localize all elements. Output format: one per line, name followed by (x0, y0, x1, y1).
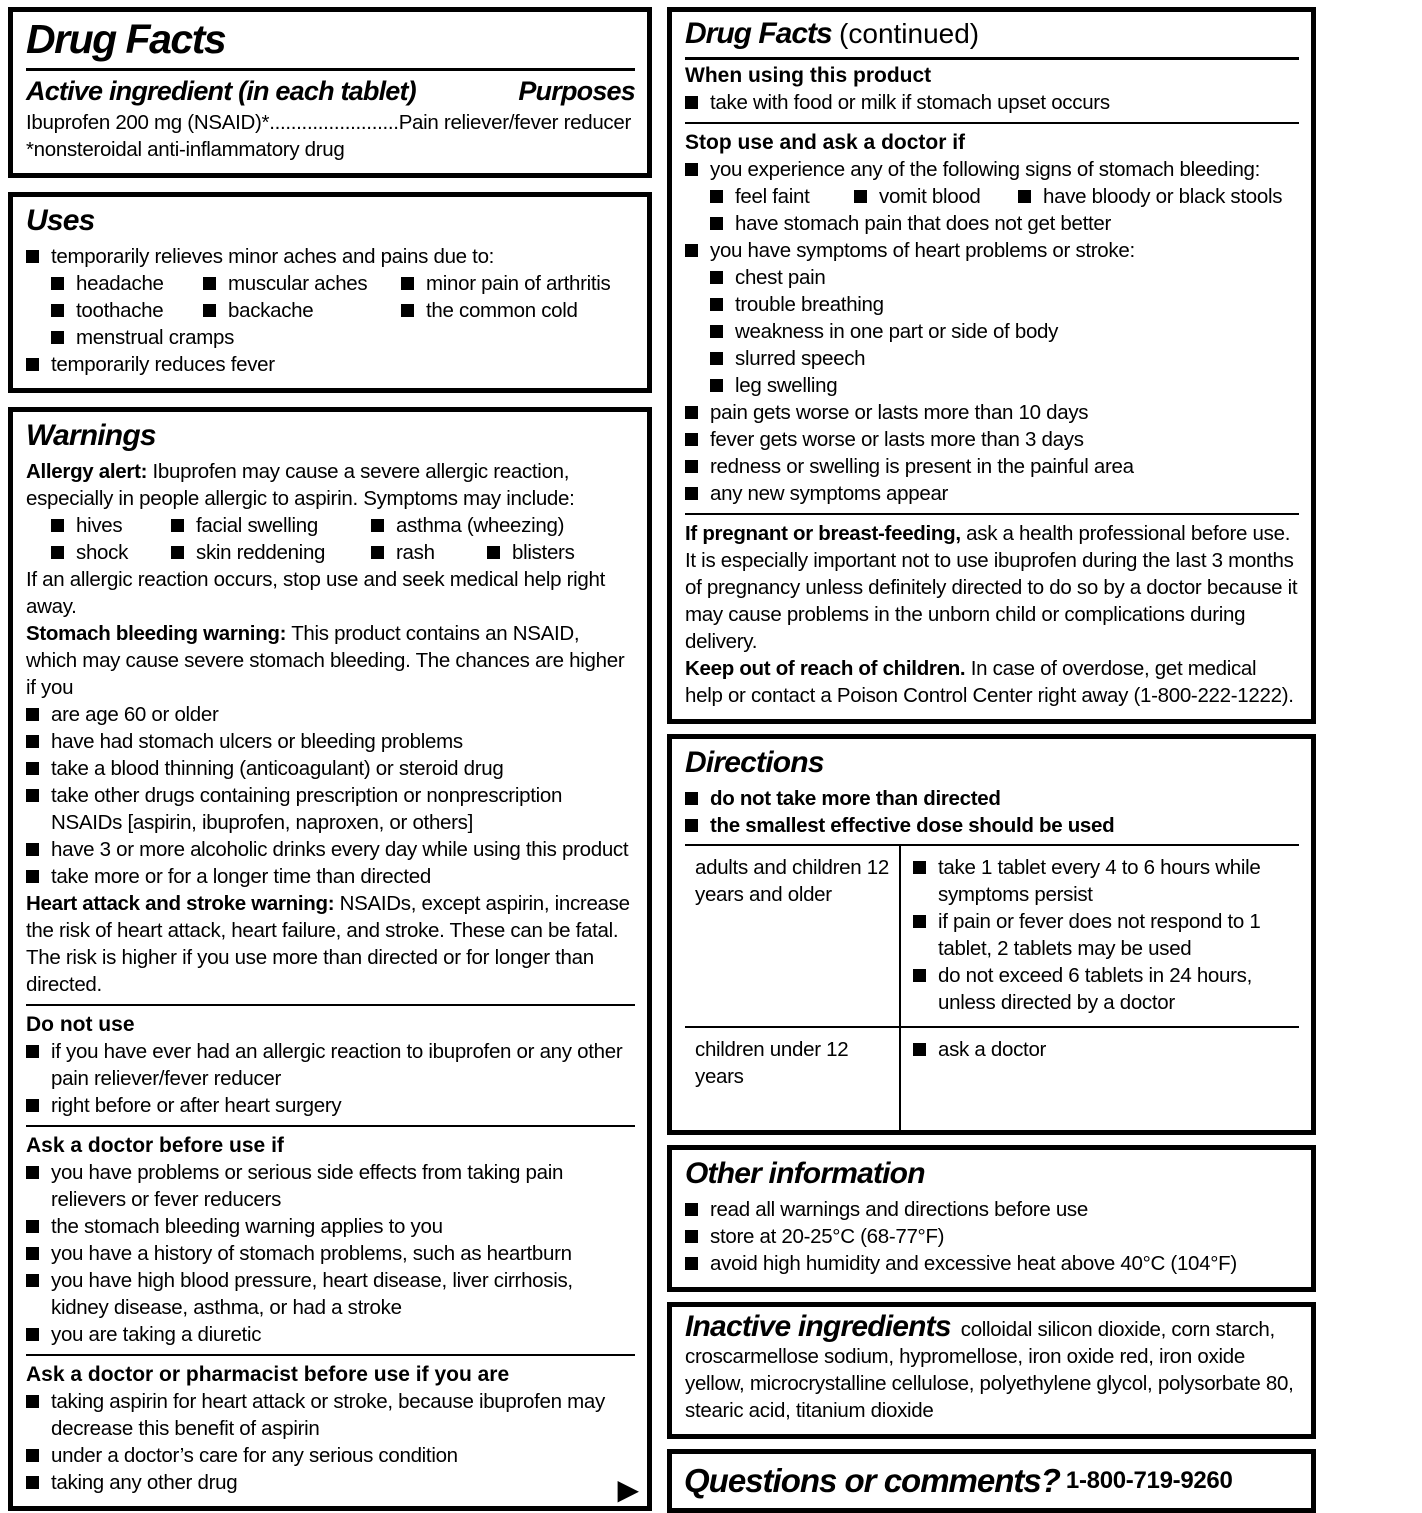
bullet-square-icon (171, 519, 184, 532)
dosage-row-children (685, 1026, 1299, 1130)
heart-sign: weakness in one part or side of body (710, 318, 1299, 345)
bullet-square-icon (685, 487, 698, 500)
directions-box (667, 734, 1316, 1135)
inactive-ingredients-heading: Inactive ingredients (685, 1309, 951, 1343)
bullet-square-icon (26, 789, 39, 802)
bullet-square-icon (487, 546, 500, 559)
bullet-square-icon (203, 277, 216, 290)
stomach-bullet: are age 60 or older (26, 701, 635, 728)
bullet-square-icon (26, 762, 39, 775)
ask-doctor-bullet: you have high blood pressure, heart disease, liver cirrhosis, kidney disease, asthma, or had a stroke (26, 1267, 635, 1321)
bullet-square-icon (685, 433, 698, 446)
stop-use-bullet-1: you experience any of the following signs of stomach bleeding: (685, 156, 1299, 183)
ask-doctor-bullet: you are taking a diuretic (26, 1321, 635, 1348)
other-information-box (667, 1145, 1316, 1292)
bullet-square-icon (26, 843, 39, 856)
uses-grid-row-1: headache muscular aches minor pain of arthritis (51, 270, 635, 297)
bullet-square-icon (685, 819, 698, 832)
bullet-square-icon (371, 546, 384, 559)
uses-bullet-2: temporarily reduces fever (26, 351, 635, 378)
bullet-square-icon (710, 379, 723, 392)
bullet-square-icon (26, 735, 39, 748)
other-information-heading: Other information (685, 1156, 925, 1190)
warnings-heading: Warnings (26, 418, 156, 452)
ask-doctor-bullet: the stomach bleeding warning applies to you (26, 1213, 635, 1240)
questions-heading: Questions or comments? (684, 1461, 1060, 1499)
stop-use-heading: Stop use and ask a doctor if (685, 130, 966, 154)
dosage-who: adults and children 12 years and older (685, 846, 901, 1026)
continuation-arrow-icon: ▶ (617, 1473, 639, 1505)
right-column (667, 7, 1316, 1499)
bullet-square-icon (710, 271, 723, 284)
bullet-square-icon (26, 358, 39, 371)
ask-pharmacist-bullet: taking any other drug (26, 1469, 635, 1496)
stomach-bullet: have 3 or more alcoholic drinks every day while using this product (26, 836, 635, 863)
bullet-square-icon (26, 1449, 39, 1462)
stop-use-tail-bullet: fever gets worse or lasts more than 3 days (685, 426, 1299, 453)
heart-attack-lead: Heart attack and stroke warning: (26, 891, 335, 915)
allergy-symptoms-row-1: hives facial swelling asthma (wheezing) (51, 512, 635, 539)
bullet-square-icon (26, 1476, 39, 1489)
section-rule (685, 513, 1299, 515)
stomach-bullet: take more or for a longer time than directed (26, 863, 635, 890)
title-active-ingredient-box (8, 7, 652, 178)
do-not-use-bullet: if you have ever had an allergic reaction to ibuprofen or any other pain reliever/fever reducer (26, 1038, 635, 1092)
section-rule (26, 1354, 635, 1356)
section-rule (26, 1004, 635, 1006)
bullet-square-icon (685, 460, 698, 473)
bullet-square-icon (51, 304, 64, 317)
bullet-square-icon (26, 1328, 39, 1341)
dosage-table (685, 844, 1299, 1130)
other-info-bullet: avoid high humidity and excessive heat above 40°C (104°F) (685, 1250, 1299, 1277)
bullet-square-icon (26, 1166, 39, 1179)
bullet-square-icon (913, 861, 926, 874)
drug-facts-title: Drug Facts (26, 16, 226, 62)
directions-bullet: do not take more than directed (685, 785, 1299, 812)
left-column (8, 7, 652, 1505)
continued-suffix: (continued) (839, 18, 980, 49)
active-ingredient-heading: Active ingredient (in each tablet) (26, 76, 416, 107)
bullet-square-icon (710, 352, 723, 365)
warnings-box (8, 407, 652, 1511)
bullet-square-icon (710, 325, 723, 338)
ask-pharmacist-heading: Ask a doctor or pharmacist before use if you are (26, 1362, 510, 1386)
bullet-square-icon (371, 519, 384, 532)
bullet-square-icon (26, 1045, 39, 1058)
bullet-square-icon (913, 915, 926, 928)
questions-box (667, 1449, 1316, 1513)
bullet-square-icon (26, 250, 39, 263)
bullet-square-icon (51, 331, 64, 344)
ingredient-name: Ibuprofen 200 mg (NSAID)* (26, 110, 270, 134)
bullet-square-icon (854, 190, 867, 203)
bullet-square-icon (171, 546, 184, 559)
bullet-square-icon (51, 546, 64, 559)
heart-sign: leg swelling (710, 372, 1299, 399)
ask-doctor-bullet: you have problems or serious side effects from taking pain relievers or fever reducers (26, 1159, 635, 1213)
bullet-square-icon (26, 708, 39, 721)
do-not-use-bullet: right before or after heart surgery (26, 1092, 635, 1119)
pregnant-lead: If pregnant or breast-feeding, (685, 521, 961, 545)
bullet-square-icon (685, 163, 698, 176)
when-using-heading: When using this product (685, 63, 932, 87)
stop-use-tail-bullet: any new symptoms appear (685, 480, 1299, 507)
dot-leader: ........................ (269, 110, 399, 134)
stop-use-bullet-2: you have symptoms of heart problems or stroke: (685, 237, 1299, 264)
allergy-followup: If an allergic reaction occurs, stop use and seek medical help right away. (26, 567, 605, 618)
keep-out-of-reach-paragraph: Keep out of reach of children. In case of overdose, get medical help or contact a Poison Control Center right away (1-800-222-1222). (685, 656, 1294, 707)
ask-doctor-bullet: you have a history of stomach problems, such as heartburn (26, 1240, 635, 1267)
dosage-who: children under 12 years (685, 1028, 901, 1130)
uses-bullet-1: temporarily relieves minor aches and pains due to: (26, 243, 635, 270)
bullet-square-icon (710, 217, 723, 230)
stomach-bullet: have had stomach ulcers or bleeding problems (26, 728, 635, 755)
section-rule (685, 122, 1299, 124)
bullet-square-icon (685, 96, 698, 109)
directions-heading: Directions (685, 745, 824, 779)
bullet-square-icon (685, 406, 698, 419)
bullet-square-icon (1018, 190, 1031, 203)
allergy-alert-lead: Allergy alert: (26, 459, 148, 483)
bullet-square-icon (913, 1043, 926, 1056)
bullet-square-icon (685, 1203, 698, 1216)
bullet-square-icon (913, 969, 926, 982)
continued-warnings-box (667, 7, 1316, 724)
dosage-instructions: ask a doctor (901, 1028, 1299, 1130)
other-info-bullet: read all warnings and directions before use (685, 1196, 1299, 1223)
heart-sign: trouble breathing (710, 291, 1299, 318)
bullet-square-icon (710, 298, 723, 311)
directions-bullet: the smallest effective dose should be used (685, 812, 1299, 839)
questions-phone-number: 1-800-719-9260 (1065, 1466, 1233, 1494)
inactive-ingredients-paragraph: Inactive ingredients colloidal silicon dioxide, corn starch, croscarmellose sodium, hypromellose, iron oxide red, iron oxide yellow, microcrystalline cellulose, polyethylene glycol, polysorbate 80, stearic acid, titanium dioxide (685, 1309, 1294, 1422)
active-ingredient-line (26, 109, 635, 136)
bullet-square-icon (51, 519, 64, 532)
bullet-square-icon (26, 1220, 39, 1233)
heart-attack-paragraph: Heart attack and stroke warning: NSAIDs, except aspirin, increase the risk of heart attack, heart failure, and stroke. These can be fatal. The risk is higher if you use more than directed or for longer than directed. (26, 891, 630, 996)
dosage-instructions: take 1 tablet every 4 to 6 hours while symptoms persist if pain or fever does not respond to 1 tablet, 2 tablets may be used do not exceed 6 tablets in 24 hours, unless directed by a doctor (901, 846, 1299, 1026)
bleeding-sign-line: have stomach pain that does not get better (710, 210, 1299, 237)
bullet-square-icon (685, 1230, 698, 1243)
stomach-bullet: take a blood thinning (anticoagulant) or steroid drug (26, 755, 635, 782)
uses-heading: Uses (26, 203, 95, 237)
bullet-square-icon (26, 1274, 39, 1287)
stomach-bleeding-lead: Stomach bleeding warning: (26, 621, 287, 645)
ask-pharmacist-bullet: under a doctor’s care for any serious condition (26, 1442, 635, 1469)
section-rule (26, 1125, 635, 1127)
bullet-square-icon (26, 1247, 39, 1260)
drug-facts-continued-title: Drug Facts (continued) (685, 17, 980, 50)
bullet-square-icon (685, 244, 698, 257)
stomach-bleeding-paragraph: Stomach bleeding warning: This product contains an NSAID, which may cause severe stomach bleeding. The chances are higher if you (26, 621, 625, 699)
inactive-ingredients-box (667, 1302, 1316, 1439)
keep-out-lead: Keep out of reach of children. (685, 656, 966, 680)
bleeding-signs-row: feel faint vomit blood have bloody or black stools (710, 183, 1299, 210)
title-rule (26, 68, 635, 71)
active-ingredient-heading-row (26, 75, 635, 109)
bullet-square-icon (401, 277, 414, 290)
bullet-square-icon (685, 1257, 698, 1270)
ask-doctor-heading: Ask a doctor before use if (26, 1133, 284, 1157)
stop-use-tail-bullet: pain gets worse or lasts more than 10 days (685, 399, 1299, 426)
other-info-bullet: store at 20-25°C (68-77°F) (685, 1223, 1299, 1250)
when-using-bullet: take with food or milk if stomach upset occurs (685, 89, 1299, 116)
nsaid-footnote: *nonsteroidal anti-inflammatory drug (26, 137, 345, 161)
ingredient-purpose: Pain reliever/fever reducer (398, 110, 632, 134)
bullet-square-icon (401, 304, 414, 317)
pregnant-paragraph: If pregnant or breast-feeding, ask a health professional before use. It is especially important not to use ibuprofen during the last 3 months of pregnancy unless definitely directed to do so by a doctor because it may cause problems in the unborn child or complications during delivery. (685, 521, 1298, 653)
allergy-alert-paragraph: Allergy alert: Ibuprofen may cause a severe allergic reaction, especially in people allergic to aspirin. Symptoms may include: (26, 459, 575, 510)
bullet-square-icon (710, 190, 723, 203)
stomach-bullet: take other drugs containing prescription or nonprescription NSAIDs [aspirin, ibuprofen, naproxen, or others] (26, 782, 635, 836)
bullet-square-icon (203, 304, 216, 317)
stop-use-tail-bullet: redness or swelling is present in the painful area (685, 453, 1299, 480)
uses-box (8, 192, 652, 393)
heart-sign: chest pain (710, 264, 1299, 291)
do-not-use-heading: Do not use (26, 1012, 135, 1036)
bullet-square-icon (685, 792, 698, 805)
heart-sign: slurred speech (710, 345, 1299, 372)
dosage-row-adults (685, 846, 1299, 1026)
purposes-heading: Purposes (518, 76, 635, 107)
ask-pharmacist-bullet: taking aspirin for heart attack or stroke, because ibuprofen may decrease this benefit of aspirin (26, 1388, 635, 1442)
title-rule (685, 57, 1299, 60)
bullet-square-icon (26, 870, 39, 883)
bullet-square-icon (51, 277, 64, 290)
bullet-square-icon (26, 1395, 39, 1408)
bullet-square-icon (26, 1099, 39, 1112)
uses-grid-row-2: toothache backache the common cold (51, 297, 635, 324)
uses-grid-row-3: menstrual cramps (51, 324, 635, 351)
allergy-symptoms-row-2: shock skin reddening rash blisters (51, 539, 635, 566)
